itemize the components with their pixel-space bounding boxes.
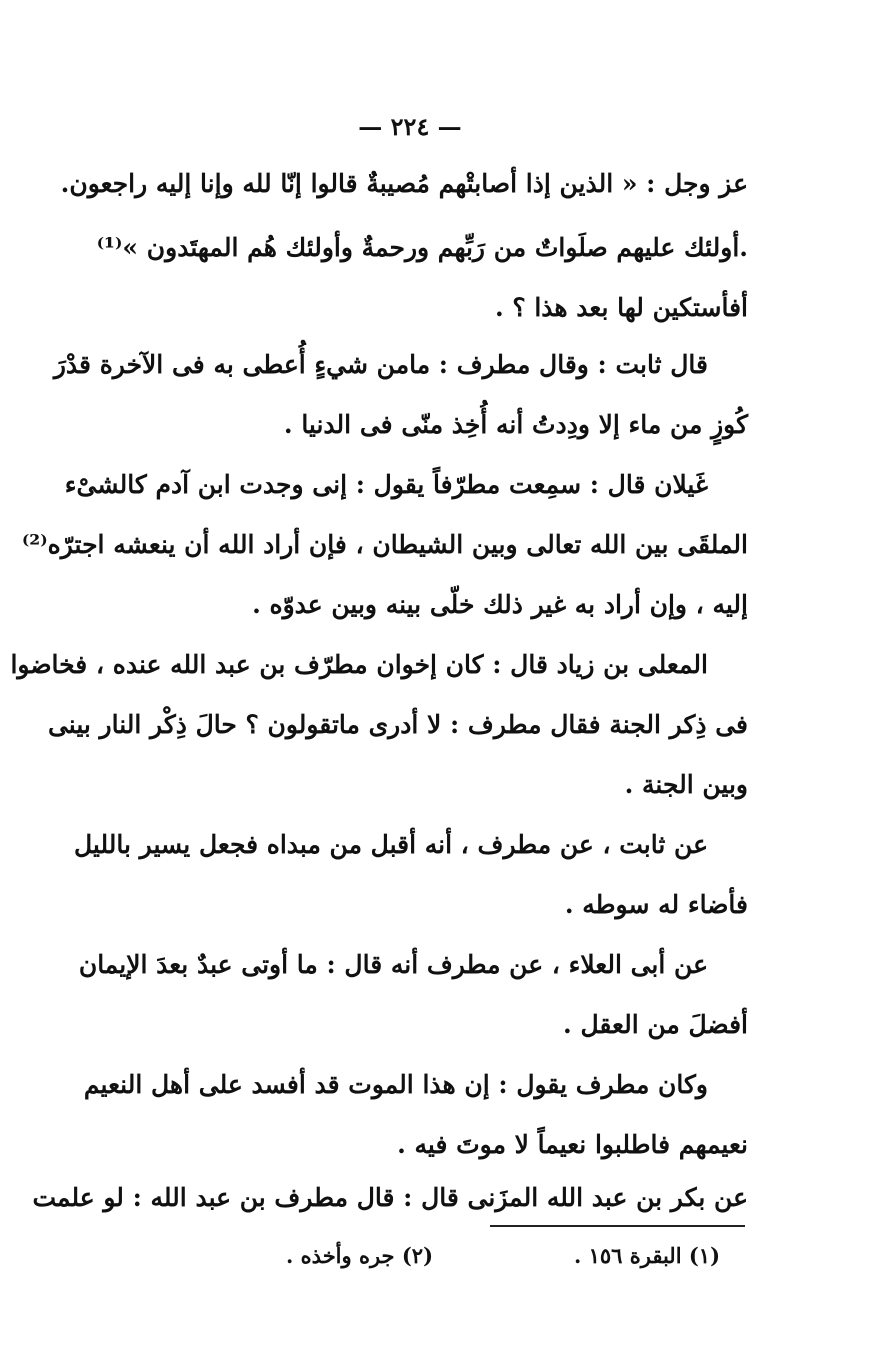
footnote-2: (٢) جره وأخذه . [286, 1243, 433, 1268]
text-line: المعلى بن زياد قال : كان إخوان مطرّف بن عبد الله عنده ، فخاضوا [10, 650, 708, 679]
text-line: .أولئك عليهم صلَواتٌ من رَبِّهم ورحمةٌ وأولئك هُم المهتَدون »⁽¹⁾ [96, 233, 748, 262]
text-line: عز وجل : « الذين إذا أصابتْهم مُصيبةٌ قالوا إنّا لله وإنا إليه راجعون. [60, 169, 748, 198]
text-line: عن بكر بن عبد الله المزَنى قال : قال مطرف بن عبد الله : لو علمت [32, 1183, 748, 1212]
text-line: فأضاء له سوطه . [564, 890, 748, 919]
text-line: غَيلان قال : سمِعت مطرّفاً يقول : إنى وجدت ابن آدم كالشىْء [64, 470, 708, 499]
text-line: عن أبى العلاء ، عن مطرف أنه قال : ما أوتى عبدٌ بعدَ الإيمان [78, 950, 708, 979]
page-number: — ٢٢٤ — [358, 112, 462, 141]
text-line: أفأستكين لها بعد هذا ؟ . [494, 293, 748, 322]
text-line: الملقَى بين الله تعالى وبين الشيطان ، فإن أراد الله أن ينعشه اجترّه⁽²⁾ [21, 530, 748, 559]
footnote-1: (١) البقرة ١٥٦ . [573, 1243, 720, 1268]
text-line: إليه ، وإن أراد به غير ذلك خلّى بينه وبين عدوّه . [252, 590, 748, 619]
text-line: فى ذِكر الجنة فقال مطرف : لا أدرى ماتقولون ؟ حالَ ذِكْر النار بينى [47, 710, 748, 739]
text-line: وكان مطرف يقول : إن هذا الموت قد أفسد على أهل النعيم [83, 1070, 708, 1099]
text-line: نعيمهم فاطلبوا نعيماً لا موتَ فيه . [397, 1130, 748, 1159]
footnote-divider [490, 1225, 745, 1227]
text-line: قال ثابت : وقال مطرف : مامن شيءٍ أُعطى به فى الآخرة قدْرَ [53, 350, 708, 379]
text-line: وبين الجنة . [624, 770, 748, 799]
text-line: أفضلَ من العقل . [563, 1010, 748, 1039]
text-line: عن ثابت ، عن مطرف ، أنه أقبل من مبداه فجعل يسير بالليل [74, 830, 708, 859]
text-line: كُوزٍ من ماء إلا ودِدتُ أنه أُخِذ منّى فى الدنيا . [283, 410, 748, 439]
